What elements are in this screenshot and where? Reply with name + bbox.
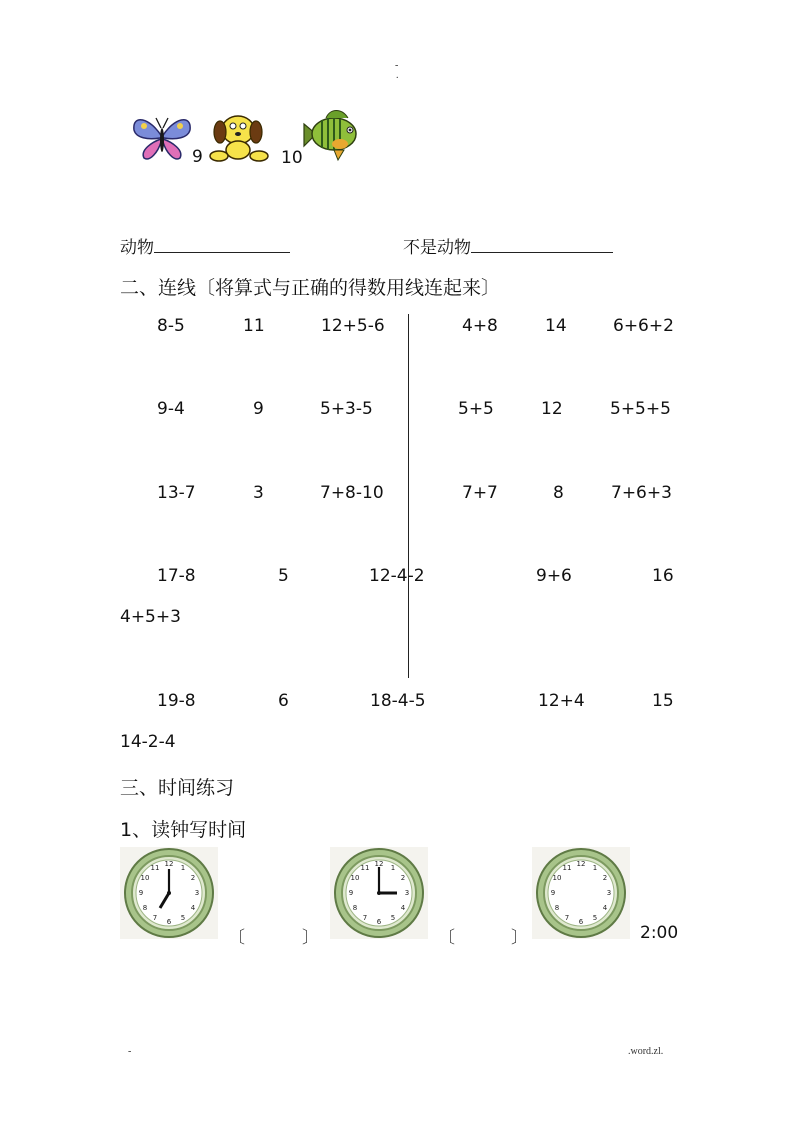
svg-text:1: 1	[180, 864, 186, 872]
animal-count-2: 10	[281, 148, 303, 168]
svg-text:8: 8	[142, 904, 148, 912]
svg-text:5: 5	[592, 914, 598, 922]
svg-text:11: 11	[562, 864, 572, 872]
expr-left: 8-5	[157, 316, 185, 336]
clock-face-icon	[532, 847, 630, 939]
svg-text:2: 2	[400, 874, 406, 882]
svg-text:10: 10	[350, 874, 360, 882]
svg-text:3: 3	[606, 889, 612, 897]
animal-answer-line[interactable]	[120, 233, 290, 258]
expr-wrapped: 14-2-4	[120, 732, 176, 752]
svg-text:6: 6	[166, 918, 172, 926]
svg-text:3: 3	[194, 889, 200, 897]
svg-text:12: 12	[576, 860, 586, 868]
bracket-close-1: 〕	[302, 928, 319, 948]
svg-text:9: 9	[348, 889, 354, 897]
clock-face-icon	[330, 847, 428, 939]
footer-left: -	[128, 1046, 132, 1057]
expr-mid: 12+5-6	[321, 316, 385, 336]
svg-text:12: 12	[164, 860, 174, 868]
svg-text:2: 2	[190, 874, 196, 882]
expr-right: 9+6	[536, 566, 572, 586]
result-right: 8	[553, 483, 564, 503]
clock-3	[532, 847, 630, 939]
bracket-open-2: 〔	[438, 928, 455, 948]
result-right: 14	[545, 316, 567, 336]
center-divider	[408, 314, 409, 678]
bracket-close-2: 〕	[511, 928, 528, 948]
fish-icon	[300, 106, 362, 164]
expr-right: 4+8	[462, 316, 498, 336]
animal-label: 动物	[120, 238, 154, 258]
dog-icon	[205, 110, 271, 164]
svg-text:7: 7	[152, 914, 158, 922]
bracket-open-1: 〔	[228, 928, 245, 948]
result-left: 3	[253, 483, 264, 503]
svg-text:4: 4	[400, 904, 406, 912]
expr-right: 5+5	[458, 399, 494, 419]
expr-far-right: 6+6+2	[613, 316, 674, 336]
butterfly-icon	[130, 112, 194, 162]
footer-right: .word.zl.	[628, 1046, 664, 1057]
result-left: 5	[278, 566, 289, 586]
answer-slot-2[interactable]	[456, 922, 510, 944]
svg-text:5: 5	[390, 914, 396, 922]
expr-far-right: 7+6+3	[611, 483, 672, 503]
expr-mid: 7+8-10	[320, 483, 384, 503]
expr-mid: 18-4-5	[370, 691, 426, 711]
expr-left: 9-4	[157, 399, 185, 419]
expr-wrapped: 4+5+3	[120, 607, 181, 627]
header-dot: .	[396, 70, 399, 81]
svg-text:4: 4	[190, 904, 196, 912]
expr-right: 7+7	[462, 483, 498, 503]
svg-text:11: 11	[360, 864, 370, 872]
svg-text:2: 2	[602, 874, 608, 882]
result-right: 12	[541, 399, 563, 419]
section2-title: 二、连线〔将算式与正确的得数用线连起来〕	[120, 277, 501, 299]
svg-text:1: 1	[390, 864, 396, 872]
not-animal-blank[interactable]	[471, 238, 613, 253]
svg-text:9: 9	[138, 889, 144, 897]
svg-text:7: 7	[362, 914, 368, 922]
result-left: 11	[243, 316, 265, 336]
svg-text:5: 5	[180, 914, 186, 922]
svg-text:8: 8	[554, 904, 560, 912]
expr-right: 12+4	[538, 691, 585, 711]
svg-text:3: 3	[404, 889, 410, 897]
animal-blank[interactable]	[154, 238, 290, 253]
svg-text:1: 1	[592, 864, 598, 872]
expr-mid: 5+3-5	[320, 399, 373, 419]
expr-left: 13-7	[157, 483, 196, 503]
expr-left: 17-8	[157, 566, 196, 586]
svg-text:9: 9	[550, 889, 556, 897]
clock-face-icon	[120, 847, 218, 939]
svg-text:10: 10	[552, 874, 562, 882]
clock-3-time: 2:00	[640, 923, 679, 943]
svg-text:11: 11	[150, 864, 160, 872]
svg-text:12: 12	[374, 860, 384, 868]
svg-text:4: 4	[602, 904, 608, 912]
expr-left: 19-8	[157, 691, 196, 711]
svg-text:10: 10	[140, 874, 150, 882]
expr-far-right: 5+5+5	[610, 399, 671, 419]
animal-count-1: 9	[192, 147, 203, 167]
answer-slot-1[interactable]	[246, 922, 300, 944]
result-left: 9	[253, 399, 264, 419]
not-animal-answer-line[interactable]	[403, 233, 613, 258]
section3-title: 三、时间练习	[120, 777, 235, 799]
section3-sub1: 1、读钟写时间	[120, 819, 247, 841]
header-mark: -	[395, 60, 399, 71]
svg-text:7: 7	[564, 914, 570, 922]
result-right: 15	[652, 691, 674, 711]
expr-mid: 12-4-2	[369, 566, 425, 586]
clock-2	[330, 847, 428, 939]
result-left: 6	[278, 691, 289, 711]
svg-text:6: 6	[578, 918, 584, 926]
svg-text:8: 8	[352, 904, 358, 912]
result-right: 16	[652, 566, 674, 586]
svg-text:6: 6	[376, 918, 382, 926]
not-animal-label: 不是动物	[403, 238, 471, 258]
clock-1	[120, 847, 218, 939]
